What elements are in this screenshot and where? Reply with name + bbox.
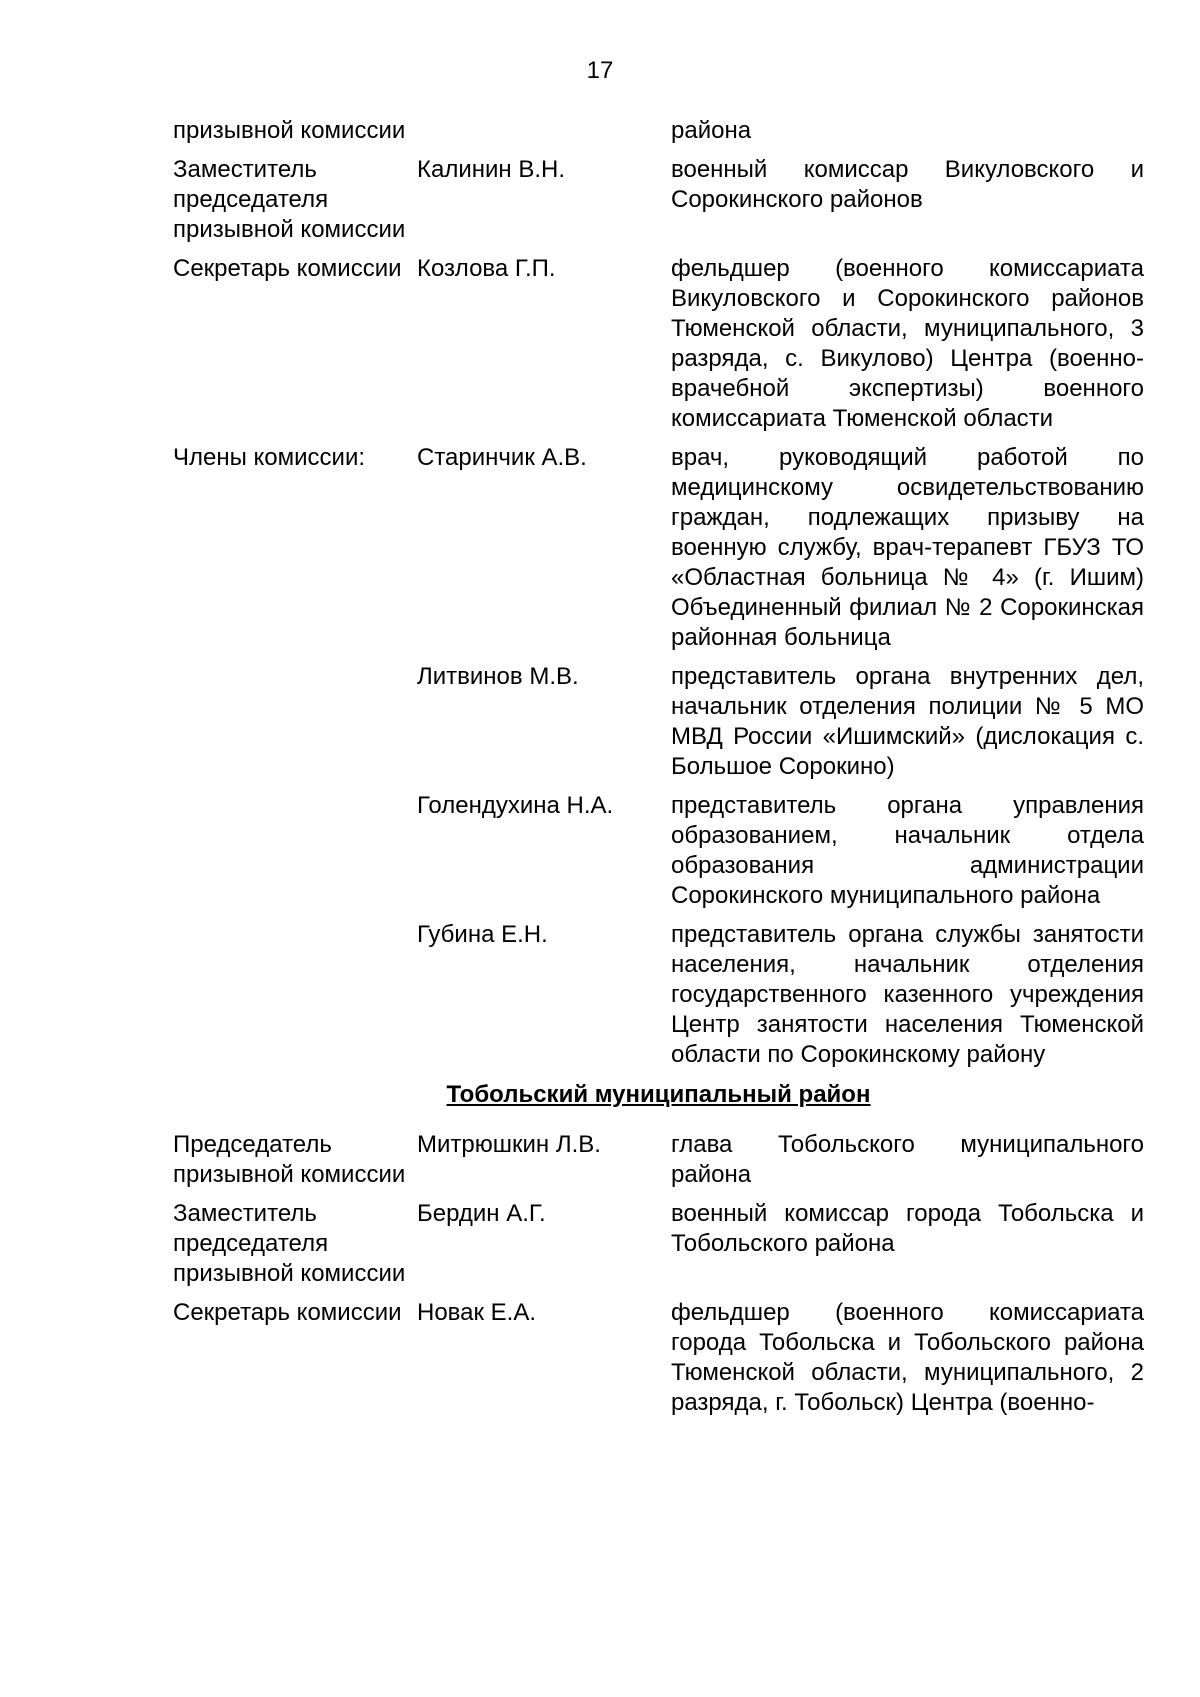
member-role bbox=[173, 920, 417, 1070]
commission-member-row bbox=[173, 920, 1144, 1070]
commission-member-row bbox=[173, 662, 1144, 782]
member-name: Губина Е.Н. bbox=[417, 921, 548, 948]
member-description: врач, руководящий работой по медицинскому освидетельствованию граждан, подлежащих призыву на военную службу, врач-терапевт ГБУЗ ТО «Областная больница № 4» (г. Ишим) Объединенный филиал № 2 Сорокинская районная больница bbox=[671, 444, 1144, 651]
commission-member-row bbox=[173, 791, 1144, 911]
member-description: глава Тобольского муниципального района bbox=[671, 1131, 1144, 1188]
member-description: района bbox=[671, 117, 752, 144]
member-role: Секретарь комиссии bbox=[173, 255, 402, 282]
member-role bbox=[173, 662, 417, 782]
member-description: военный комиссар Викуловского и Сорокинского районов bbox=[671, 156, 1144, 213]
member-role: Председатель призывной комиссии bbox=[173, 1131, 406, 1188]
commission-member-row bbox=[173, 1298, 1144, 1418]
member-role: Члены комиссии: bbox=[173, 444, 366, 471]
member-role bbox=[173, 791, 417, 911]
member-role: Заместитель председателя призывной комиссии bbox=[173, 156, 406, 243]
commission-member-row bbox=[173, 1199, 1144, 1289]
member-name: Литвинов М.В. bbox=[417, 663, 579, 690]
section-rows-tobolsky bbox=[173, 1130, 1144, 1418]
member-description: фельдшер (военного комиссариата города Тобольска и Тобольского района Тюменской области, муниципального, 2 разряда, г. Тобольск) Центра (военно- bbox=[671, 1299, 1144, 1416]
commission-member-row bbox=[173, 1130, 1144, 1190]
member-description: представитель органа внутренних дел, начальник отделения полиции № 5 МО МВД России «Ишимский» (дислокация с. Большое Сорокино) bbox=[671, 663, 1144, 780]
commission-list bbox=[173, 116, 1144, 1427]
member-name: Старинчик А.В. bbox=[417, 444, 587, 471]
member-name: Новак Е.А. bbox=[417, 1299, 537, 1326]
section-heading: Тобольский муниципальный район bbox=[446, 1081, 871, 1108]
section-rows-sorokinsky bbox=[173, 116, 1144, 1070]
member-name: Бердин А.Г. bbox=[417, 1200, 546, 1227]
member-description: военный комиссар города Тобольска и Тобольского района bbox=[671, 1200, 1144, 1257]
member-role: Секретарь комиссии bbox=[173, 1299, 402, 1326]
member-description: представитель органа службы занятости населения, начальник отделения государственного казенного учреждения Центр занятости населения Тюменской области по Сорокинскому району bbox=[671, 921, 1144, 1068]
commission-member-row bbox=[173, 155, 1144, 245]
member-role: Заместитель председателя призывной комиссии bbox=[173, 1200, 406, 1287]
member-role: призывной комиссии bbox=[173, 117, 406, 144]
member-name: Митрюшкин Л.В. bbox=[417, 1131, 601, 1158]
member-description: представитель органа управления образованием, начальник отдела образования администрации Сорокинского муниципального района bbox=[671, 792, 1144, 909]
member-name: Голендухина Н.А. bbox=[417, 792, 614, 819]
member-name bbox=[417, 116, 671, 146]
member-description: фельдшер (военного комиссариата Викуловского и Сорокинского районов Тюменской области, муниципального, 3 разряда, с. Викулово) Центра (военно-врачебной экспертизы) военного комиссариата Тюменской области bbox=[671, 255, 1144, 432]
commission-member-row bbox=[173, 254, 1144, 434]
commission-member-row bbox=[173, 116, 1144, 146]
page-number: 17 bbox=[586, 57, 614, 84]
member-name: Козлова Г.П. bbox=[417, 255, 556, 282]
member-name: Калинин В.Н. bbox=[417, 156, 565, 183]
commission-member-row bbox=[173, 443, 1144, 653]
